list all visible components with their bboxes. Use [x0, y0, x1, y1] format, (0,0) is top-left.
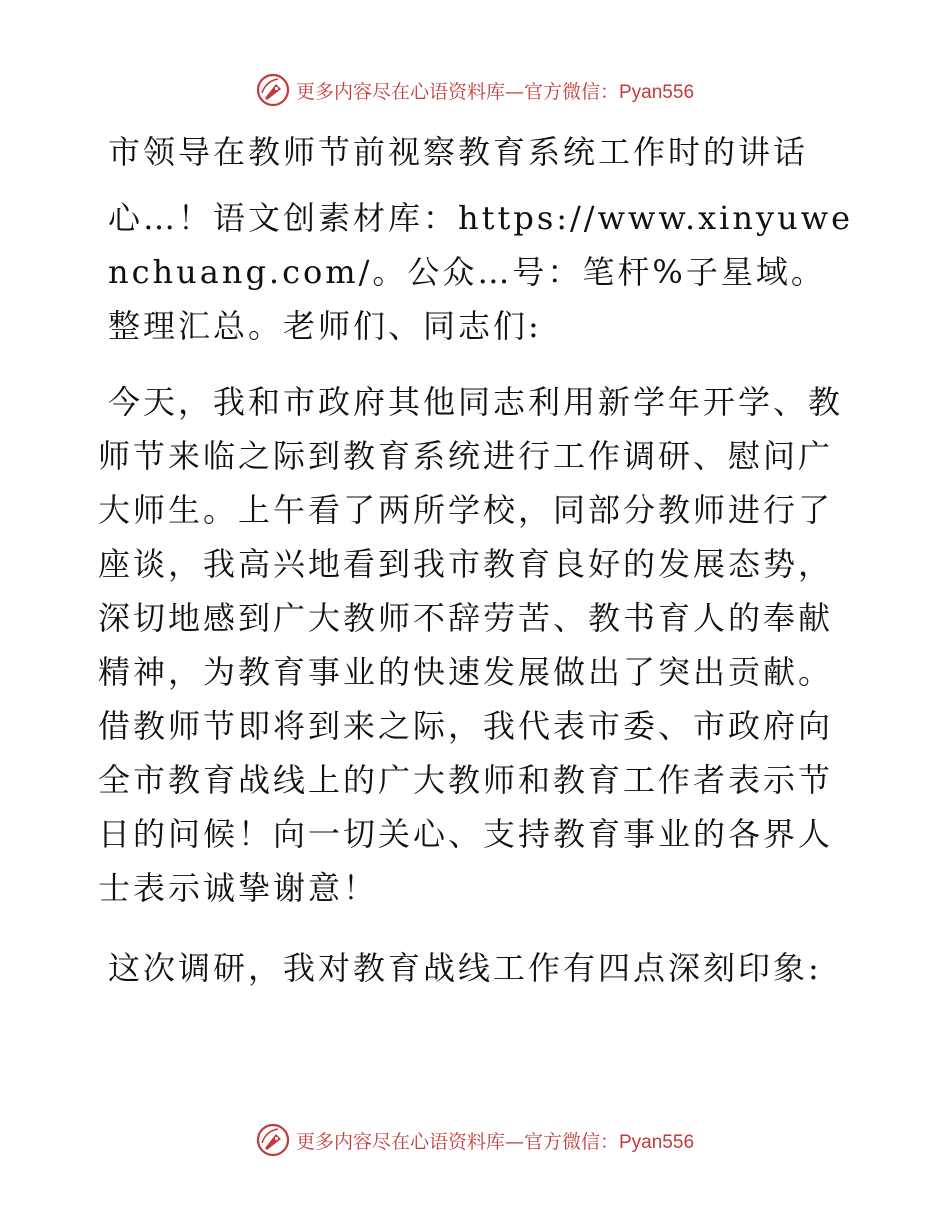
- document-title: 市领导在教师节前视察教育系统工作时的讲话: [108, 133, 809, 171]
- pen-nib-logo-icon: [256, 73, 290, 107]
- pen-nib-logo-icon: [256, 1123, 290, 1157]
- watermark-text: 更多内容尽在心语资料库—官方微信：Pyan556: [295, 80, 695, 103]
- document-body: [98, 125, 858, 995]
- intro-paragraph: 心…！语文创素材库：https://www.xinyuwenchuang.com/。公众…号：笔杆%子星域。整理汇总。老师们、同志们:: [108, 199, 854, 345]
- body-paragraph-1-text: 今天，我和市政府其他同志利用新学年开学、教师节来临之际到教育系统进行工作调研、慰问广大师生。上午看了两所学校，同部分教师进行了座谈，我高兴地看到我市教育良好的发展态势，深切地感到广大教师不辞劳苦、教书育人的奉献精神，为教育事业的快速发展做出了突出贡献。借教师节即将到来之际，我代表市委、市政府向全市教育战线上的广大教师和教育工作者表示节日的问候！向一切关心、支持教育事业的各界人士表示诚挚谢意！: [98, 383, 844, 907]
- body-paragraph-1: [98, 375, 858, 915]
- footer-watermark: [0, 1120, 950, 1160]
- body-paragraph-2: 这次调研，我对教育战线工作有四点深刻印象:: [108, 949, 822, 987]
- watermark-text: 更多内容尽在心语资料库—官方微信：Pyan556: [295, 1130, 695, 1153]
- header-watermark: [0, 70, 950, 110]
